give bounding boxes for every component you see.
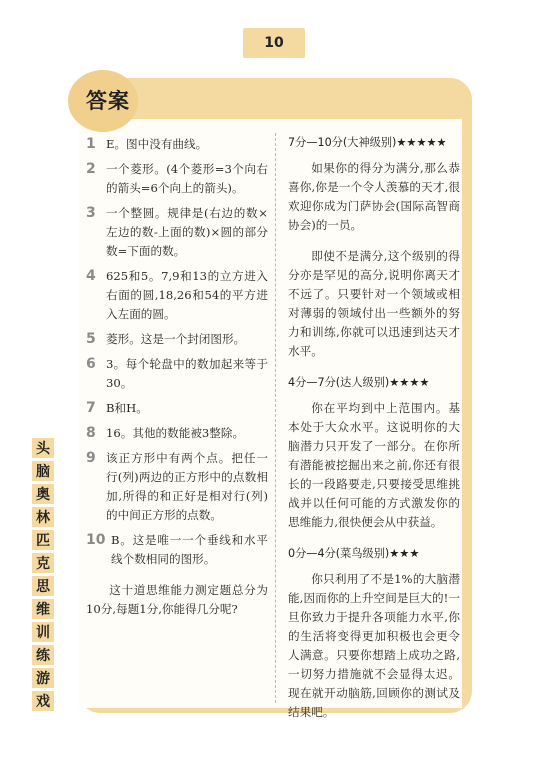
column-divider: [275, 133, 276, 703]
answer-text: 菱形。这是一个封闭图形。: [106, 332, 246, 346]
level-paragraph: 如果你的得分为满分,那么恭喜你,你是一个令人羡慕的天才,很欢迎你成为门萨协会(国际高智商协会)的一员。: [288, 161, 460, 232]
answer-number: 6: [86, 356, 96, 372]
answer-item: [86, 399, 268, 418]
score-summary: 这十道思维能力测定题总分为10分,每题1分,你能得几分呢?: [86, 583, 268, 616]
answer-number: 10: [86, 532, 106, 548]
answer-item: [86, 449, 268, 525]
answer-number: 1: [86, 136, 96, 152]
answer-item: [86, 204, 268, 261]
side-title-char: 克: [32, 553, 54, 573]
answer-item: [86, 267, 268, 324]
answer-text: 16。其他的数能被3整除。: [106, 426, 245, 440]
side-title-char: 奥: [32, 484, 54, 504]
answer-text: B和H。: [106, 401, 148, 415]
level-paragraph: 即使不是满分,这个级别的得分亦是罕见的高分,说明你离天才不远了。只要针对一个领域或相对薄弱的领域付出一些额外的努力和训练,你就可以迅速到达天才水平。: [288, 249, 460, 358]
answer-item: [86, 160, 268, 198]
level-heading: 0分—4分(菜鸟级别)★★★: [288, 547, 420, 560]
answer-text: B。这是唯一一个垂线和水平线个数相同的图形。: [111, 533, 268, 566]
answer-text: 3。每个轮盘中的数加起来等于30。: [106, 357, 268, 390]
answer-number: 7: [86, 400, 96, 416]
side-title-char: 练: [32, 645, 54, 665]
side-title-char: 维: [32, 599, 54, 619]
answer-text: E。图中没有曲线。: [106, 137, 208, 151]
answer-number: 5: [86, 331, 96, 347]
answer-number: 3: [86, 205, 96, 221]
answer-text: 一个菱形。(4个菱形=3个向右的箭头=6个向上的箭头)。: [106, 162, 268, 195]
answer-item: [86, 355, 268, 393]
level-paragraph: 你在平均到中上范围内。基本处于大众水平。这说明你的大脑潜力只开发了一部分。在你所有潜能被挖掘出来之前,你还有很长的一段路要走,只要接受思维挑战并以任何可能的方式激发你的思维能力,很快便会从中获益。: [288, 401, 460, 529]
side-title-char: 思: [32, 576, 54, 596]
page-number: 10: [243, 28, 305, 58]
scoring-column: [288, 133, 460, 734]
answer-item: [86, 135, 268, 154]
answers-column: [86, 135, 268, 619]
level-heading: 7分—10分(大神级别)★★★★★: [288, 136, 447, 149]
side-title-char: 脑: [32, 461, 54, 481]
answer-text: 一个整圆。规律是(右边的数×左边的数-上面的数)×圆的部分数=下面的数。: [106, 206, 268, 258]
answer-number: 4: [86, 268, 96, 284]
side-title-char: 戏: [32, 691, 54, 711]
section-title: 答案: [86, 89, 130, 113]
side-title-char: 林: [32, 507, 54, 527]
answer-number: 2: [86, 161, 96, 177]
answer-text: 625和5。7,9和13的立方进入右面的圆,18,26和54的平方进入左面的圆。: [106, 269, 268, 321]
answer-item: [86, 531, 268, 569]
level-heading: 4分—7分(达人级别)★★★★: [288, 376, 430, 389]
side-title-char: 头: [32, 438, 54, 458]
side-book-title: [31, 438, 55, 711]
answer-item: [86, 424, 268, 443]
side-title-char: 游: [32, 668, 54, 688]
answer-item: [86, 330, 268, 349]
answer-number: 8: [86, 425, 96, 441]
level-paragraph: 你只利用了不是1%的大脑潜能,因而你的上升空间是巨大的!一旦你致力于提升各项能力水平,你的生活将变得更加积极也会更令人满意。只要你想踏上成功之路,一切努力措施就不会显得太迟。现在就开动脑筋,回顾你的测试及结果吧。: [288, 572, 460, 719]
answer-text: 该正方形中有两个点。把任一行(列)两边的正方形中的点数相加,所得的和正好是相对行(列)的中间正方形的点数。: [106, 451, 268, 522]
side-title-char: 匹: [32, 530, 54, 550]
answer-number: 9: [86, 450, 96, 466]
side-title-char: 训: [32, 622, 54, 642]
